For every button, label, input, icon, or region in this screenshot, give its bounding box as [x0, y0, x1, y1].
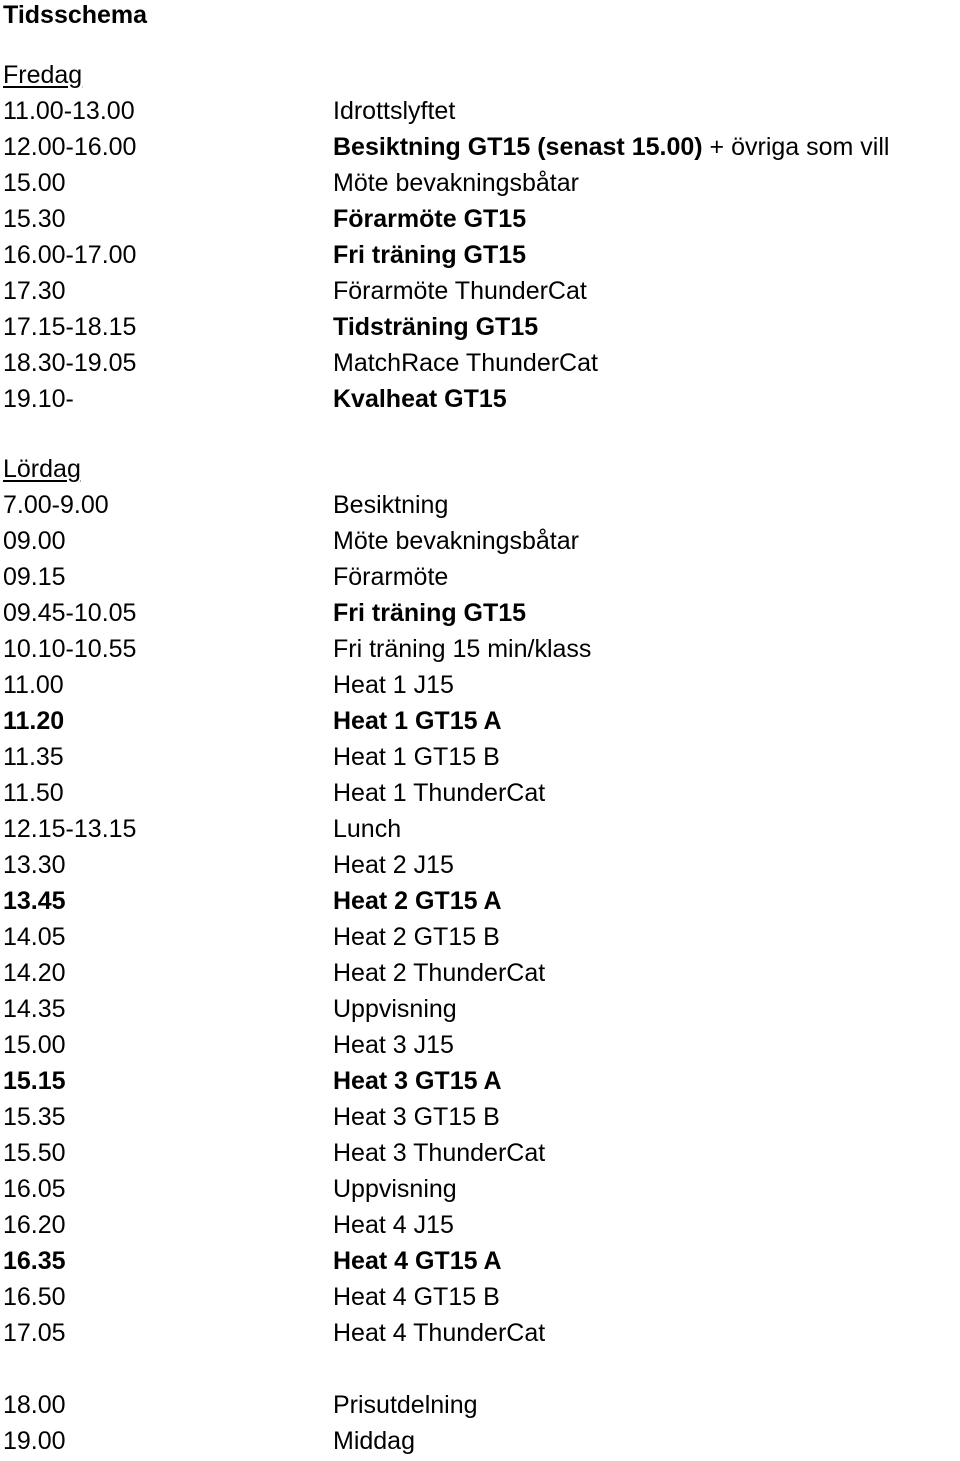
row-event: Heat 4 ThunderCat [333, 1319, 546, 1347]
schedule-row [3, 991, 958, 1027]
row-event: Förarmöte ThunderCat [333, 277, 587, 305]
row-event: Idrottslyftet [333, 97, 456, 125]
row-event: Fri träning GT15 [333, 599, 527, 627]
schedule-row [3, 847, 958, 883]
row-event: Kvalheat GT15 [333, 385, 507, 413]
row-event: Heat 1 GT15 A [333, 707, 502, 735]
row-time: 11.35 [3, 743, 64, 771]
row-time: 18.30-19.05 [3, 349, 137, 377]
row-event: Heat 3 GT15 B [333, 1103, 500, 1131]
schedule-row [3, 1315, 958, 1351]
row-time: 16.05 [3, 1175, 66, 1203]
schedule-row [3, 201, 958, 237]
schedule-row [3, 1387, 958, 1423]
day-heading-fredag: Fredag [3, 61, 83, 89]
section-lordag [3, 451, 958, 1459]
page-title: Tidsschema [3, 1, 148, 29]
schedule-row [3, 811, 958, 847]
schedule-row [3, 487, 958, 523]
row-time: 15.35 [3, 1103, 66, 1131]
row-event: Heat 1 J15 [333, 671, 454, 699]
row-event: Uppvisning [333, 1175, 457, 1203]
section-fredag [3, 57, 958, 417]
schedule-row [3, 883, 958, 919]
row-time: 12.00-16.00 [3, 133, 137, 161]
row-event-bold: Besiktning GT15 (senast 15.00) [333, 133, 703, 161]
row-event: MatchRace ThunderCat [333, 349, 598, 377]
row-time: 15.00 [3, 169, 66, 197]
row-event: Heat 4 J15 [333, 1211, 454, 1239]
schedule-row [3, 165, 958, 201]
schedule-row [3, 559, 958, 595]
row-time: 14.05 [3, 923, 66, 951]
row-event: Heat 1 GT15 B [333, 743, 500, 771]
schedule-row [3, 775, 958, 811]
row-time: 15.30 [3, 205, 66, 233]
schedule-row [3, 523, 958, 559]
schedule-row [3, 631, 958, 667]
schedule-row [3, 237, 958, 273]
row-event: Fri träning GT15 [333, 241, 527, 269]
row-time: 11.20 [3, 707, 65, 735]
schedule-row [3, 1135, 958, 1171]
schedule-row [3, 1279, 958, 1315]
row-time: 10.10-10.55 [3, 635, 137, 663]
row-time: 12.15-13.15 [3, 815, 137, 843]
row-time: 16.20 [3, 1211, 66, 1239]
row-time: 15.00 [3, 1031, 66, 1059]
row-time: 11.00 [3, 671, 64, 699]
row-event: Prisutdelning [333, 1391, 478, 1419]
schedule-row [3, 703, 958, 739]
row-event: Möte bevakningsbåtar [333, 169, 579, 197]
row-event: Middag [333, 1427, 415, 1455]
row-time: 13.30 [3, 851, 66, 879]
schedule-row [3, 1243, 958, 1279]
schedule-row [3, 1423, 958, 1459]
row-event: Besiktning [333, 491, 449, 519]
row-event: Heat 2 ThunderCat [333, 959, 546, 987]
row-event-rest: + övriga som vill [702, 133, 890, 161]
schedule-row [3, 1171, 958, 1207]
schedule-row [3, 129, 958, 165]
row-event: Heat 4 GT15 A [333, 1247, 502, 1275]
day-heading-lordag: Lördag [3, 455, 81, 483]
row-time: 16.00-17.00 [3, 241, 137, 269]
schedule-row [3, 955, 958, 991]
row-event: Fri träning 15 min/klass [333, 635, 592, 663]
schedule-row [3, 381, 958, 417]
row-time: 18.00 [3, 1391, 66, 1419]
row-time: 7.00-9.00 [3, 491, 109, 519]
schedule-row [3, 93, 958, 129]
schedule-row [3, 345, 958, 381]
schedule-row [3, 1207, 958, 1243]
row-event: Uppvisning [333, 995, 457, 1023]
row-event: Heat 4 GT15 B [333, 1283, 500, 1311]
schedule-row [3, 667, 958, 703]
row-time: 09.00 [3, 527, 66, 555]
row-time: 15.15 [3, 1067, 66, 1095]
schedule-row [3, 1063, 958, 1099]
row-time: 17.30 [3, 277, 66, 305]
row-time: 15.50 [3, 1139, 66, 1167]
row-event: Heat 2 J15 [333, 851, 454, 879]
row-time: 17.05 [3, 1319, 66, 1347]
row-event: Heat 2 GT15 B [333, 923, 500, 951]
row-time: 14.20 [3, 959, 66, 987]
row-time: 19.10- [3, 385, 74, 413]
row-event [333, 129, 958, 165]
row-event: Förarmöte GT15 [333, 205, 527, 233]
row-event: Heat 3 ThunderCat [333, 1139, 546, 1167]
row-time: 13.45 [3, 887, 66, 915]
schedule-row [3, 273, 958, 309]
row-event: Tidsträning GT15 [333, 313, 539, 341]
schedule-row [3, 309, 958, 345]
row-time: 09.15 [3, 563, 66, 591]
schedule-row [3, 1099, 958, 1135]
row-event: Heat 1 ThunderCat [333, 779, 546, 807]
row-event: Heat 3 GT15 A [333, 1067, 502, 1095]
row-event: Lunch [333, 815, 402, 843]
row-event: Heat 3 J15 [333, 1031, 454, 1059]
row-time: 16.50 [3, 1283, 66, 1311]
row-time: 19.00 [3, 1427, 66, 1455]
row-time: 09.45-10.05 [3, 599, 137, 627]
schedule-row [3, 1027, 958, 1063]
row-event: Förarmöte [333, 563, 449, 591]
row-time: 11.50 [3, 779, 64, 807]
row-time: 17.15-18.15 [3, 313, 137, 341]
schedule-row [3, 739, 958, 775]
row-time: 11.00-13.00 [3, 97, 135, 125]
schedule-row [3, 595, 958, 631]
row-event: Möte bevakningsbåtar [333, 527, 579, 555]
row-time: 14.35 [3, 995, 66, 1023]
row-event: Heat 2 GT15 A [333, 887, 502, 915]
row-time: 16.35 [3, 1247, 66, 1275]
schedule-row [3, 919, 958, 955]
